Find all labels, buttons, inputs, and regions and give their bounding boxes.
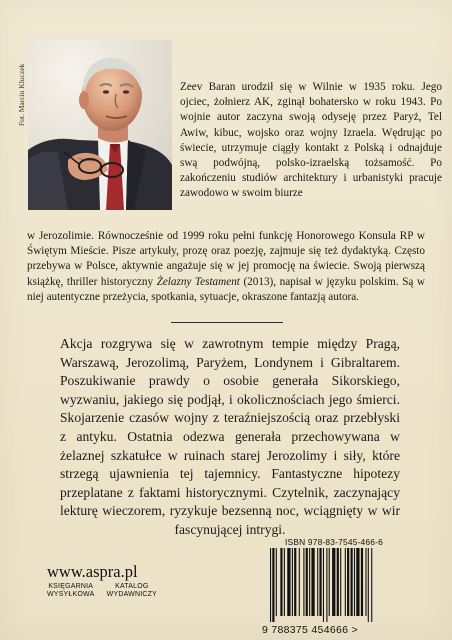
- barcode-bar: [329, 548, 330, 616]
- barcode-bar: [347, 548, 349, 616]
- author-bio-intro-text: Zeev Baran urodził się w Wilnie w 1935 roku. Jego ojciec, żołnierz AK, zginął bohatersko w roku 1943. Po wojnie autor zaczyna swoją odyseję przez Paryż, Tel Awiw, kibuc, wojsko oraz wojny Izraela. Wędrując po świecie, utrzymuje ciągły kontakt z Polską i odnajduje swą podwójną, polsko-izraelską tożsamość. Po zakończeniu studiów architektury i urbanistyki pracuje zawodowo w swoim biurze: [180, 81, 442, 200]
- publisher-block: [47, 562, 157, 599]
- publisher-tagline: [47, 583, 157, 599]
- barcode-bar: [294, 548, 296, 616]
- barcode-bar: [299, 548, 300, 616]
- barcode-bar: [351, 548, 353, 616]
- publisher-tagline-right-2: WYDAWNICZY: [106, 591, 157, 598]
- barcode-bar: [345, 548, 346, 616]
- barcode-bar: [361, 548, 363, 616]
- barcode-bar: [270, 548, 271, 622]
- publisher-tagline-left-1: KSIĘGARNIA: [48, 583, 94, 590]
- publisher-tagline-left-2: WYSYŁKOWA: [47, 591, 95, 598]
- section-divider: [171, 322, 283, 323]
- barcode-bar: [323, 548, 324, 622]
- barcode-bar: [272, 548, 274, 622]
- book-blurb-text: Akcja rozgrywa się w zawrotnym tempie między Pragą, Warszawą, Jerozolimą, Paryżem, Londynem i Gibraltarem. Poszukiwanie prawdy o osobie generała Sikorskiego, wyzwaniu, jakiego się podjął, i okolicznościach jego śmierci. Skojarzenie czasów wojny z teraźniejszością oraz przebłyski z antyku. Ostatnia odezwa generała przechowywana w żelaznej szkatułce w ruinach starej Jerozolimy i siły, które strzegą ujawnienia tej tajemnicy. Fantastyczne hipotezy przeplatane z faktami historycznymi. Czytelnik, zaczynający lekturę wieczorem, ryzykuje bezsenną noc, wciągnięty w wir fascynującej intrygi.: [60, 336, 400, 537]
- barcode-bar: [280, 548, 282, 616]
- barcode-bar: [365, 548, 366, 616]
- barcode-bar: [371, 548, 372, 622]
- barcode-bar: [340, 548, 341, 616]
- publisher-tagline-right-1: KATALOG: [115, 583, 149, 590]
- barcode-bar: [276, 548, 277, 616]
- barcode-digits: 9 788375 454666 >: [262, 624, 358, 636]
- barcode-bar: [284, 548, 285, 616]
- barcode-bar: [337, 548, 339, 616]
- book-title-italic: Żelazny Testament: [156, 275, 240, 288]
- author-bio-intro: [180, 80, 442, 202]
- isbn-barcode: [268, 548, 418, 622]
- barcode-bar: [306, 548, 308, 616]
- author-bio-continued-text: w Jerozolimie. Równocześnie od 1999 roku pełni funkcję Honorowego Konsula RP w Świętym Mieście. Pisze artykuły, prozę oraz poezję, zajmuje się też dydaktyką. Często przebywa w Polsce, aktywnie angażuje się w jej promocję na świecie. Swoją pierwszą książkę, thriller historyczny: [27, 230, 425, 288]
- barcode-bar: [303, 548, 304, 616]
- barcode-bar: [356, 548, 359, 616]
- isbn-label: ISBN 978-83-7545-466-6: [285, 537, 383, 547]
- barcode-bar: [311, 548, 314, 616]
- barcode-bar: [326, 548, 327, 622]
- barcode-bar: [368, 548, 369, 622]
- photo-credit: Fot. Marcin Kluczek: [17, 63, 26, 126]
- barcode-bar: [309, 548, 310, 616]
- barcode-bar: [287, 548, 290, 616]
- barcode-bar: [354, 548, 355, 616]
- barcode-bar: [319, 548, 321, 616]
- barcode-bar: [317, 548, 318, 616]
- publisher-website: www.aspra.pl: [47, 562, 138, 581]
- book-blurb: [60, 335, 400, 540]
- barcode-bar: [332, 548, 335, 616]
- author-bio-continued: [27, 229, 425, 305]
- author-photo: [28, 40, 172, 210]
- barcode-bar: [292, 548, 293, 616]
- author-bio-closing-text: (2013), napisał w języku polskim. Są w niej autentyczne przeżycia, spotkania, sytuacje, okraszone fantazją autora.: [27, 275, 425, 303]
